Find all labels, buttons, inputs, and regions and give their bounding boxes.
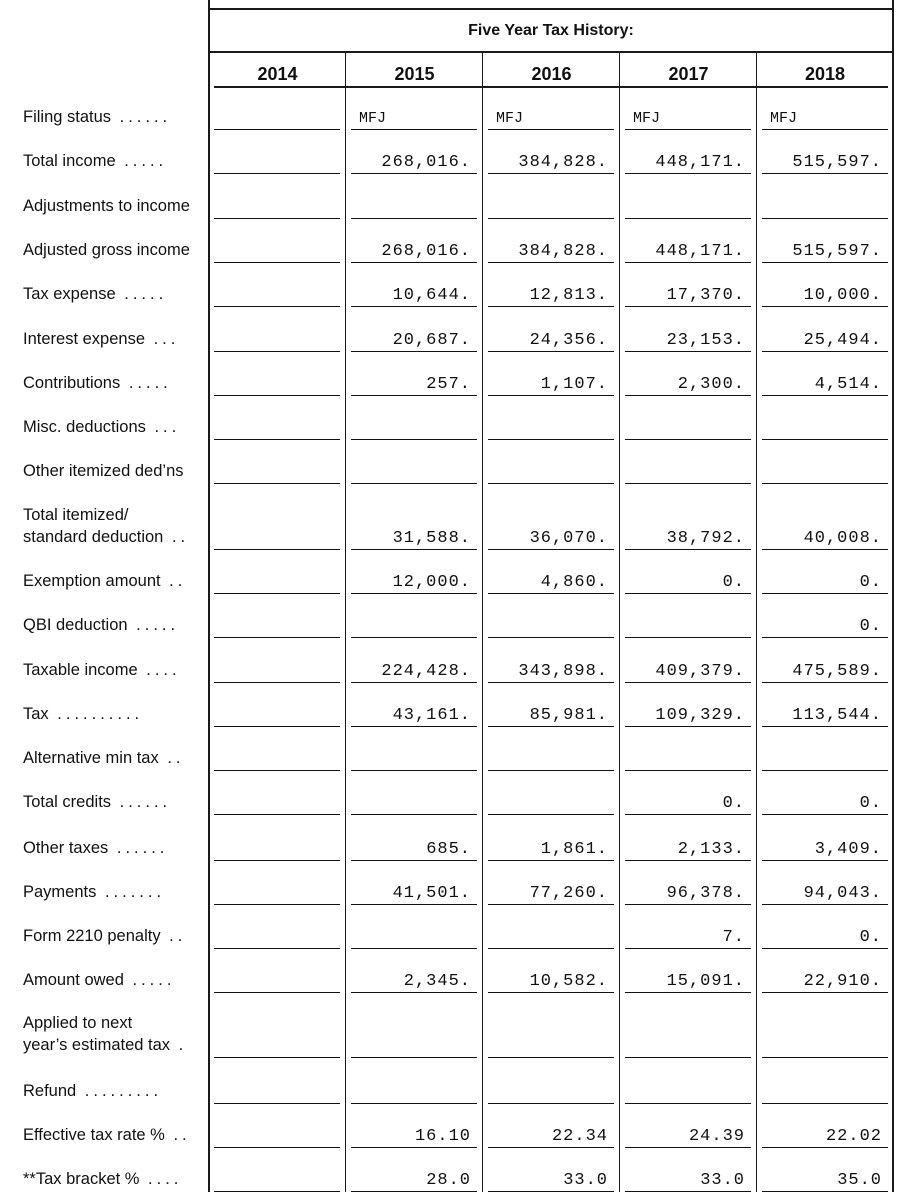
table-row xyxy=(0,835,917,861)
row-label xyxy=(23,416,180,438)
leader-dots: .......... xyxy=(48,705,144,723)
leader-dots: .... xyxy=(137,661,181,679)
table-row xyxy=(0,1166,917,1192)
row-label-text: Tax expense xyxy=(23,285,116,303)
value-cell-2018: 515,597. xyxy=(762,241,888,263)
value-cell-2016 xyxy=(488,197,614,219)
value-cell-2018 xyxy=(762,749,888,771)
value-cell-2018: 25,494. xyxy=(762,330,888,352)
table-row xyxy=(0,370,917,396)
value-cell-2018 xyxy=(762,418,888,440)
table-row xyxy=(0,237,917,263)
value-cell-2018 xyxy=(762,1036,888,1058)
value-cell-2016: 4,860. xyxy=(488,572,614,594)
value-cell-2016: 24,356. xyxy=(488,330,614,352)
value-cell-2017: 96,378. xyxy=(625,883,751,905)
value-cell-2015 xyxy=(351,749,477,771)
value-cell-2016: 384,828. xyxy=(488,241,614,263)
value-cell-2014 xyxy=(214,1126,340,1148)
value-cell-2014 xyxy=(214,462,340,484)
row-label-text: Amount owed xyxy=(23,971,124,989)
value-cell-2014 xyxy=(214,793,340,815)
leader-dots: .... xyxy=(139,1170,183,1188)
value-cell-2014 xyxy=(214,927,340,949)
value-cell-2014 xyxy=(214,971,340,993)
value-cell-2016 xyxy=(488,927,614,949)
row-label-text: **Tax bracket % xyxy=(23,1170,140,1188)
leader-dots: ..... xyxy=(123,971,176,989)
row-label xyxy=(23,195,190,217)
table-row xyxy=(0,701,917,727)
value-cell-2016: 10,582. xyxy=(488,971,614,993)
value-cell-2017: 448,171. xyxy=(625,152,751,174)
value-cell-2018: 4,514. xyxy=(762,374,888,396)
row-label-text: QBI deduction xyxy=(23,616,128,634)
value-cell-2015: 41,501. xyxy=(351,883,477,905)
row-label-text: Applied to next xyxy=(23,1014,133,1032)
value-cell-2018: 22.02 xyxy=(762,1126,888,1148)
value-cell-2018: 10,000. xyxy=(762,285,888,307)
table-row xyxy=(0,414,917,440)
value-cell-2014 xyxy=(214,330,340,352)
row-label-text: Other taxes xyxy=(23,839,109,857)
row-label xyxy=(23,239,190,261)
value-cell-2014 xyxy=(214,572,340,594)
value-cell-2014 xyxy=(214,749,340,771)
value-cell-2017: 409,379. xyxy=(625,661,751,683)
value-cell-2015: 16.10 xyxy=(351,1126,477,1148)
value-cell-2015 xyxy=(351,927,477,949)
value-cell-2014 xyxy=(214,661,340,683)
value-cell-2018: MFJ xyxy=(762,108,888,130)
value-cell-2017: 0. xyxy=(625,572,751,594)
title-divider xyxy=(208,51,894,53)
table-row xyxy=(0,879,917,905)
table-row xyxy=(0,281,917,307)
value-cell-2014 xyxy=(214,705,340,727)
table-row xyxy=(0,1010,917,1058)
value-cell-2016: 1,107. xyxy=(488,374,614,396)
value-cell-2018: 0. xyxy=(762,616,888,638)
year-header-2018: 2018 xyxy=(804,64,846,84)
value-cell-2016: 36,070. xyxy=(488,528,614,550)
leader-dots: .. xyxy=(158,749,185,767)
value-cell-2015 xyxy=(351,616,477,638)
row-label-text: Total credits xyxy=(23,793,112,811)
table-row xyxy=(0,789,917,815)
value-cell-2014 xyxy=(214,616,340,638)
value-cell-2017 xyxy=(625,616,751,638)
row-label-text: Adjustments to income xyxy=(23,197,190,215)
value-cell-2017: 38,792. xyxy=(625,528,751,550)
value-cell-2016 xyxy=(488,418,614,440)
row-label xyxy=(23,504,189,548)
row-label-text: Taxable income xyxy=(23,661,138,679)
value-cell-2016: 85,981. xyxy=(488,705,614,727)
value-cell-2014 xyxy=(214,374,340,396)
row-label-text: Misc. deductions xyxy=(23,418,146,436)
value-cell-2018: 515,597. xyxy=(762,152,888,174)
leader-dots: .. xyxy=(164,1126,191,1144)
row-label xyxy=(23,372,172,394)
value-cell-2017: 23,153. xyxy=(625,330,751,352)
leader-dots: ... xyxy=(145,418,181,436)
value-cell-2016 xyxy=(488,749,614,771)
value-cell-2017 xyxy=(625,1036,751,1058)
value-cell-2015: 20,687. xyxy=(351,330,477,352)
value-cell-2015: 31,588. xyxy=(351,528,477,550)
value-cell-2018 xyxy=(762,462,888,484)
table-row xyxy=(0,923,917,949)
value-cell-2014 xyxy=(214,418,340,440)
table-row xyxy=(0,612,917,638)
leader-dots: ...... xyxy=(111,793,172,811)
row-label xyxy=(23,570,186,592)
value-cell-2014 xyxy=(214,241,340,263)
value-cell-2017 xyxy=(625,418,751,440)
value-cell-2014 xyxy=(214,152,340,174)
value-cell-2015: 2,345. xyxy=(351,971,477,993)
value-cell-2016 xyxy=(488,1036,614,1058)
value-cell-2016 xyxy=(488,616,614,638)
row-label xyxy=(23,837,168,859)
row-label xyxy=(23,969,175,991)
value-cell-2016 xyxy=(488,793,614,815)
value-cell-2015 xyxy=(351,1036,477,1058)
value-cell-2014 xyxy=(214,1036,340,1058)
value-cell-2016: 1,861. xyxy=(488,839,614,861)
leader-dots: ......... xyxy=(76,1082,163,1100)
row-label xyxy=(23,1124,191,1146)
table-row xyxy=(0,745,917,771)
value-cell-2017: 24.39 xyxy=(625,1126,751,1148)
row-label-text: Refund xyxy=(23,1082,77,1100)
row-label xyxy=(23,106,171,128)
table-row xyxy=(0,193,917,219)
leader-dots: ... xyxy=(145,330,180,348)
row-label xyxy=(23,328,179,350)
value-cell-2017: MFJ xyxy=(625,108,751,130)
row-label-text: standard deduction xyxy=(23,528,164,546)
value-cell-2016 xyxy=(488,1082,614,1104)
value-cell-2015 xyxy=(351,418,477,440)
value-cell-2014 xyxy=(214,1082,340,1104)
table-row xyxy=(0,1078,917,1104)
row-label-text: Interest expense xyxy=(23,330,145,348)
leader-dots: ...... xyxy=(108,839,169,857)
year-header-2014: 2014 xyxy=(257,64,298,84)
value-cell-2017: 0. xyxy=(625,793,751,815)
value-cell-2017 xyxy=(625,462,751,484)
table-row xyxy=(0,502,917,550)
value-cell-2017: 7. xyxy=(625,927,751,949)
value-cell-2018: 3,409. xyxy=(762,839,888,861)
value-cell-2015: 10,644. xyxy=(351,285,477,307)
year-header-2015: 2015 xyxy=(394,64,435,84)
value-cell-2016: 33.0 xyxy=(488,1170,614,1192)
value-cell-2018 xyxy=(762,197,888,219)
value-cell-2017: 2,133. xyxy=(625,839,751,861)
value-cell-2016: MFJ xyxy=(488,108,614,130)
row-label xyxy=(23,791,171,813)
value-cell-2018: 40,008. xyxy=(762,528,888,550)
value-cell-2016: 22.34 xyxy=(488,1126,614,1148)
value-cell-2015 xyxy=(351,197,477,219)
value-cell-2015: 685. xyxy=(351,839,477,861)
value-cell-2016: 343,898. xyxy=(488,661,614,683)
value-cell-2014 xyxy=(214,1170,340,1192)
value-cell-2014 xyxy=(214,883,340,905)
row-label-text: Other itemized ded’ns xyxy=(23,462,184,480)
table-row xyxy=(0,967,917,993)
row-label-text: Payments xyxy=(23,883,97,901)
year-header-2017: 2017 xyxy=(668,64,709,84)
row-label xyxy=(23,881,165,903)
value-cell-2014 xyxy=(214,197,340,219)
table-title: Five Year Tax History: xyxy=(468,22,634,39)
row-label xyxy=(23,1168,182,1190)
leader-dots: ....... xyxy=(96,883,166,901)
row-label xyxy=(23,925,186,947)
row-label-text: year’s estimated tax xyxy=(23,1036,171,1054)
year-header-underline xyxy=(214,86,888,88)
value-cell-2015: 268,016. xyxy=(351,241,477,263)
value-cell-2017: 448,171. xyxy=(625,241,751,263)
table-row xyxy=(0,568,917,594)
table-top-border xyxy=(208,8,894,10)
value-cell-2017 xyxy=(625,1082,751,1104)
table-row xyxy=(0,657,917,683)
value-cell-2018 xyxy=(762,1082,888,1104)
row-label-text: Total income xyxy=(23,152,116,170)
row-label-text: Total itemized/ xyxy=(23,506,129,524)
row-label xyxy=(23,150,167,172)
value-cell-2018: 475,589. xyxy=(762,661,888,683)
value-cell-2017: 2,300. xyxy=(625,374,751,396)
value-cell-2016: 77,260. xyxy=(488,883,614,905)
leader-dots: ..... xyxy=(127,616,180,634)
row-label-text: Adjusted gross income xyxy=(23,241,190,259)
leader-dots: . xyxy=(170,1036,188,1054)
value-cell-2015: MFJ xyxy=(351,108,477,130)
table-row xyxy=(0,326,917,352)
value-cell-2017: 33.0 xyxy=(625,1170,751,1192)
value-cell-2016: 384,828. xyxy=(488,152,614,174)
row-label-text: Effective tax rate % xyxy=(23,1126,165,1144)
value-cell-2018: 35.0 xyxy=(762,1170,888,1192)
leader-dots: ..... xyxy=(120,374,172,392)
row-label xyxy=(23,614,179,636)
leader-dots: ..... xyxy=(115,152,168,170)
value-cell-2015 xyxy=(351,793,477,815)
value-cell-2014 xyxy=(214,839,340,861)
table-row xyxy=(0,458,917,484)
row-label xyxy=(23,1080,162,1102)
row-label xyxy=(23,659,181,681)
leader-dots: ...... xyxy=(111,108,172,126)
value-cell-2016 xyxy=(488,462,614,484)
value-cell-2015: 224,428. xyxy=(351,661,477,683)
value-cell-2014 xyxy=(214,108,340,130)
value-cell-2018: 0. xyxy=(762,793,888,815)
value-cell-2015: 257. xyxy=(351,374,477,396)
table-row xyxy=(0,148,917,174)
year-header-2016: 2016 xyxy=(531,64,572,84)
value-cell-2017: 15,091. xyxy=(625,971,751,993)
row-label-text: Alternative min tax xyxy=(23,749,159,767)
row-label xyxy=(23,747,185,769)
row-label-text: Exemption amount xyxy=(23,572,161,590)
table-row xyxy=(0,1122,917,1148)
row-label-text: Tax xyxy=(23,705,49,723)
value-cell-2015: 12,000. xyxy=(351,572,477,594)
value-cell-2017 xyxy=(625,749,751,771)
row-label xyxy=(23,460,184,482)
value-cell-2018: 22,910. xyxy=(762,971,888,993)
value-cell-2014 xyxy=(214,285,340,307)
row-label-text: Contributions xyxy=(23,374,121,392)
row-label xyxy=(23,283,167,305)
value-cell-2015 xyxy=(351,462,477,484)
value-cell-2018: 0. xyxy=(762,572,888,594)
leader-dots: .. xyxy=(160,927,187,945)
value-cell-2018: 113,544. xyxy=(762,705,888,727)
row-label xyxy=(23,1012,187,1056)
row-label-text: Filing status xyxy=(23,108,112,126)
row-label xyxy=(23,703,143,725)
value-cell-2015: 28.0 xyxy=(351,1170,477,1192)
value-cell-2015 xyxy=(351,1082,477,1104)
table-row xyxy=(0,104,917,130)
row-label-text: Form 2210 penalty xyxy=(23,927,161,945)
value-cell-2017: 17,370. xyxy=(625,285,751,307)
value-cell-2014 xyxy=(214,528,340,550)
value-cell-2015: 268,016. xyxy=(351,152,477,174)
value-cell-2016: 12,813. xyxy=(488,285,614,307)
value-cell-2018: 0. xyxy=(762,927,888,949)
value-cell-2017: 109,329. xyxy=(625,705,751,727)
value-cell-2017 xyxy=(625,197,751,219)
leader-dots: ..... xyxy=(115,285,168,303)
value-cell-2015: 43,161. xyxy=(351,705,477,727)
leader-dots: .. xyxy=(160,572,187,590)
leader-dots: .. xyxy=(163,528,190,546)
value-cell-2018: 94,043. xyxy=(762,883,888,905)
